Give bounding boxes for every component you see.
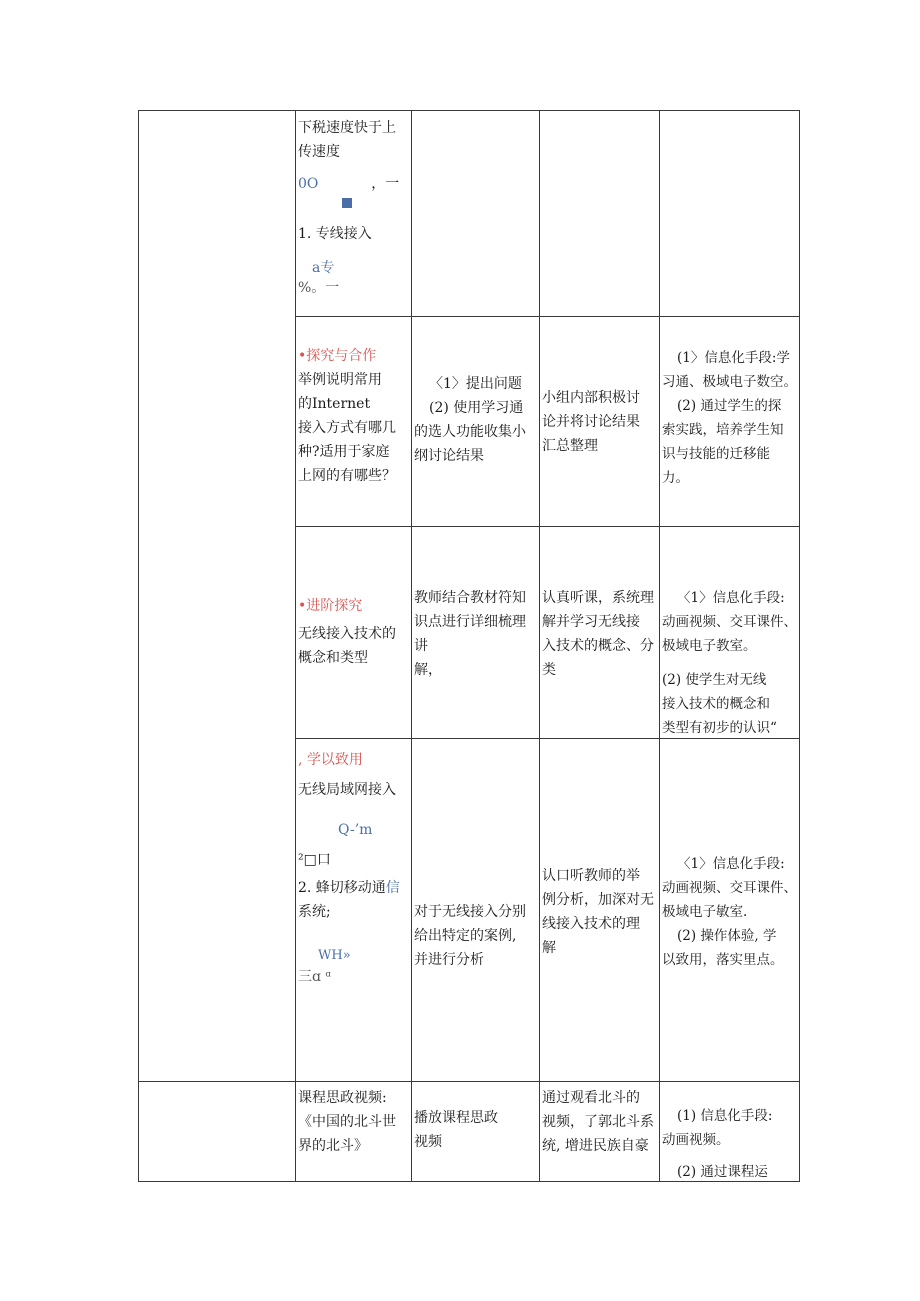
row2-text-line: 上网的有哪些？ xyxy=(298,468,396,484)
row3-text-line: 极域电子教室。 xyxy=(662,638,757,654)
row2-text-line: 〈1〉提出问题 xyxy=(429,376,522,392)
row1-text-line: 下税速度快于上 xyxy=(298,120,396,136)
row2-text-line: 纲讨论结果 xyxy=(414,448,484,464)
row1-text-line: 传速度 xyxy=(298,144,340,160)
row3-design-cell xyxy=(662,586,798,740)
row4-text-line: 极域电子敏室. xyxy=(662,904,748,920)
row4-text-line: 给出特定的案例, xyxy=(414,928,517,944)
row2-text-line: 举例说明常用 xyxy=(298,372,382,388)
lesson-table xyxy=(138,110,800,1182)
row4-text-line: 例分析，加深对无 xyxy=(542,892,654,908)
row3-text-line: 无线接入技术的 xyxy=(298,626,396,642)
row5-text-line: 《中国的北斗世 xyxy=(298,1114,396,1130)
row4-text-line xyxy=(298,876,410,900)
row5-text-line: 通过观看北斗的 xyxy=(542,1090,640,1106)
section-tag: •探究与合作 xyxy=(298,348,377,364)
row1-garble-text: 0O xyxy=(298,176,319,192)
row2-text-line: 汇总整理 xyxy=(542,438,598,454)
row5-student-cell xyxy=(542,1086,658,1158)
row2-text-line: 习通、极域电子数空。 xyxy=(662,374,797,390)
row4-text-line: 无线局域网接入 xyxy=(298,782,396,798)
row4-text-part: 2. 蜂切移动通 xyxy=(298,880,386,896)
row-divider-1 xyxy=(296,316,800,317)
row3-text-line: 教师结合教材符知 xyxy=(414,590,526,606)
row2-text-line: (2) 使用学习通 xyxy=(429,400,524,416)
row2-text-line: 的选人功能收集小 xyxy=(414,424,526,440)
row4-text-line: 〈1〉信息化手段: xyxy=(677,856,785,872)
row1-content-cell xyxy=(298,116,410,296)
row2-text-line: 接入方式有哪几 xyxy=(298,420,396,436)
row1-garble-text: ，一 xyxy=(371,176,400,192)
row5-text-line: 播放课程思政 xyxy=(414,1110,498,1126)
row2-text-line: 论并将讨论结果 xyxy=(542,414,640,430)
row1-square-line xyxy=(298,196,410,210)
row4-student-cell xyxy=(542,864,658,960)
row5-text-line: (1) 信息化手段: xyxy=(677,1108,773,1124)
row2-text-line: (2) 通过学生的探 xyxy=(677,398,782,414)
row3-teacher-cell xyxy=(414,586,538,682)
row5-text-line: 动画视频。 xyxy=(662,1132,730,1148)
row4-text-line: (2) 操作体验, 学 xyxy=(677,928,777,944)
row3-text-line: (2) 使学生对无线 xyxy=(662,672,767,688)
row3-text-line: 概念和类型 xyxy=(298,650,368,666)
row2-teacher-cell xyxy=(414,372,538,468)
row3-text-line: 识点进行详细梳理 xyxy=(414,614,526,630)
row2-text-line: (1〉信息化手段:学 xyxy=(677,350,790,366)
row4-text-line: 线接入技术的理 xyxy=(542,916,640,932)
row3-text-line: 入技术的概念、分 xyxy=(542,638,654,654)
row5-text-line: 统, 增进民族自豪 xyxy=(542,1138,649,1154)
row4-text-line: 以致用，落实里点。 xyxy=(662,952,784,968)
divider-col4 xyxy=(659,110,660,1182)
row3-text-line: 类 xyxy=(542,662,556,678)
border-top xyxy=(138,110,800,111)
row3-text-line: 认真听课，系统理 xyxy=(542,590,654,606)
row3-text-line: 动画视频、交耳课件、 xyxy=(662,614,797,630)
divider-col2 xyxy=(411,110,412,1182)
row1-garble-line: %。一 xyxy=(298,280,340,296)
row5-teacher-cell xyxy=(414,1106,538,1154)
row4-teacher-cell xyxy=(414,900,538,972)
row4-text-line: 系统; xyxy=(298,904,331,920)
row3-text-line: 接入技术的概念和 xyxy=(662,696,770,712)
row4-garble-line: 三ɑ ᵅ xyxy=(298,969,332,985)
row4-text-part: 信 xyxy=(385,880,400,896)
divider-col1 xyxy=(295,110,296,1182)
row1-heading: 1. 专线接入 xyxy=(298,226,372,242)
row5-text-line: 视频，了郭北斗系 xyxy=(542,1114,654,1130)
row2-text-line: 小组内部积极讨 xyxy=(542,390,640,406)
row4-text-line: 解 xyxy=(542,940,556,956)
row5-text-line: 视频 xyxy=(414,1134,442,1150)
row4-text-line: 认口听教师的举 xyxy=(542,868,640,884)
row4-topic-cell xyxy=(298,748,410,986)
row-divider-4 xyxy=(138,1081,800,1082)
section-tag: , 学以致用 xyxy=(298,752,363,768)
section-tag: •进阶探究 xyxy=(298,598,363,614)
row3-text-line: 〈1〉信息化手段: xyxy=(677,590,785,606)
blue-square-icon xyxy=(342,198,352,208)
row3-text-line: 讲 xyxy=(414,638,428,654)
border-left xyxy=(138,110,139,1182)
row4-garble-line: ²□口 xyxy=(298,852,331,868)
row2-student-cell xyxy=(542,386,658,458)
row2-text-line: 识与技能的迁移能 xyxy=(662,446,770,462)
row2-text-line: 的Internet xyxy=(298,396,371,412)
row2-text-line: 种?适用于家庭 xyxy=(298,444,390,460)
row5-text-line: (2) 通过课程运 xyxy=(677,1164,768,1180)
divider-col3 xyxy=(539,110,540,1182)
row5-design-cell xyxy=(662,1104,798,1184)
row2-design-cell xyxy=(662,346,798,490)
row4-design-cell xyxy=(662,852,798,972)
row4-text-line: 动画视频、交耳课件、 xyxy=(662,880,797,896)
row2-text-line: 力。 xyxy=(662,470,689,486)
row1-garble-line xyxy=(298,172,410,196)
row3-text-line: 解， xyxy=(414,662,442,678)
row4-text-line: 对于无线接入分别 xyxy=(414,904,526,920)
row3-text-line: 解并学习无线接 xyxy=(542,614,640,630)
row2-topic-cell xyxy=(298,344,410,488)
row4-garble-line: WH» xyxy=(318,948,351,963)
row-divider-2 xyxy=(296,526,800,527)
row5-topic-cell xyxy=(298,1086,410,1158)
row5-text-line: 课程思政视频: xyxy=(298,1090,387,1106)
row2-text-line: 索实践，培养学生知 xyxy=(662,422,784,438)
row3-text-line: 类型有初步的认识“ xyxy=(662,720,777,736)
border-right xyxy=(799,110,800,1182)
row5-text-line: 界的北斗》 xyxy=(298,1138,368,1154)
row1-garble-line: a专 xyxy=(312,260,335,276)
row3-student-cell xyxy=(542,586,658,682)
row4-garble-line: Q-’m xyxy=(338,822,373,838)
row3-topic-cell xyxy=(298,594,410,670)
row4-text-line: 并进行分析 xyxy=(414,952,484,968)
